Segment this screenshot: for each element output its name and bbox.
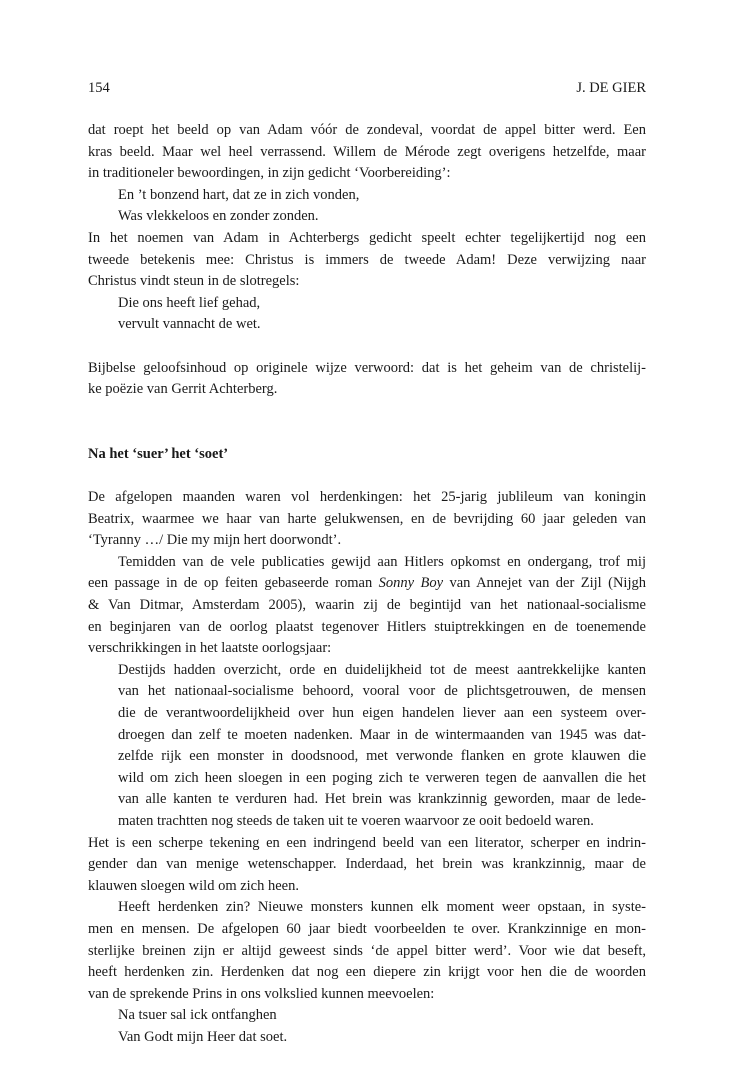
body-text (88, 120, 646, 1049)
quote-line: droegen dan zelf te moeten nadenken. Maar in de wintermaanden van 1945 was dat- (118, 726, 646, 743)
text-line: Bijbelse geloofsinhoud op originele wijze verwoord: dat is het geheim van de christelij- (88, 359, 646, 376)
text-line: heeft herdenken zin. Herdenken dat nog een diepere zin krijgt voor hen die de woorden (88, 964, 646, 981)
text-line: & Van Ditmar, Amsterdam 2005), waarin zij de begintijd van het nationaal-socialisme (88, 597, 646, 614)
text-line: Beatrix, waarmee we haar van harte gelukwensen, en de bevrijding 60 jaar geleden van (88, 510, 646, 527)
verse-line: Die ons heeft lief gehad, (118, 294, 261, 311)
text-line: in traditioneler bewoordingen, in zijn gedicht ‘Voorbereiding’: (88, 165, 451, 182)
section-heading: Na het ‘suer’ het ‘soet’ (88, 445, 229, 462)
text-segment: een passage in de op feiten gebaseerde roman (88, 575, 379, 592)
paragraph-herdenken-zin (88, 897, 646, 1005)
text-line: kras beeld. Maar wel heel verrassend. Willem de Mérode zegt overigens hetzelfde, maar (88, 143, 646, 160)
text-line: en beginjaren van de oorlog plaatst tegenover Hitlers stuiptrekkingen en de toenemende (88, 618, 646, 635)
text-line: van de sprekende Prins in ons volkslied kunnen meevoelen: (88, 985, 435, 1002)
verse-line: Van Godt mijn Heer dat soet. (118, 1028, 288, 1045)
text-line: gender dan van menige wetenschapper. Inderdaad, het brein was krankzinnig, maar de (88, 856, 646, 873)
quote-line: Destijds hadden overzicht, orde en duidelijkheid tot de meest aantrekkelijke kanten (118, 661, 646, 678)
verse-line: Was vlekkeloos en zonder zonden. (118, 208, 319, 225)
quote-line: maten trachtten nog steeds de taken uit te voeren waarvoor ze ooit bedoeld waren. (118, 813, 594, 829)
text-line: ‘Tyranny …/ Die my mijn hert doorwondt’. (88, 532, 342, 549)
text-line: sterlijke breinen zijn er altijd geweest sinds ‘de appel bitter werd’. Voor wie dat beseft, (88, 942, 646, 959)
quote-line: van het nationaal-socialisme behoord, vooral voor de plichtsgetrouwen, de mensen (118, 683, 646, 700)
paragraph-adam (88, 120, 646, 185)
spacer (88, 401, 646, 444)
verse-wilhelmus (88, 1005, 646, 1048)
verse-slotregels (88, 293, 646, 336)
text-line: In het noemen van Adam in Achterbergs gedicht speelt echter tegelijkertijd nog een (88, 229, 646, 246)
spacer (88, 336, 646, 358)
text-segment: van Annejet van der Zijl (Nijgh (443, 575, 646, 592)
running-title: J. DE GIER (576, 80, 646, 96)
paragraph-herdenkingen (88, 487, 646, 552)
verse-line: En ’t bonzend hart, dat ze in zich vonden, (118, 186, 360, 203)
verse-line: vervult vannacht de wet. (118, 316, 261, 333)
text-line: Het is een scherpe tekening en een indringend beeld van een literator, scherper en indrin- (88, 834, 646, 851)
text-line: verschrikkingen in het laatste oorlogsjaar: (88, 640, 332, 657)
quote-line: die de verantwoordelijkheid over hun eigen handelen liever aan een systeem over- (118, 705, 646, 722)
text-line: Temidden van de vele publicaties gewijd aan Hitlers opkomst en ondergang, trof mij (118, 553, 646, 570)
quote-line: wild om zich heen sloegen in een poging zich te verweren tegen de aanvallen die het (118, 769, 646, 786)
page-number: 154 (88, 80, 110, 96)
book-title: Sonny Boy (378, 575, 444, 592)
text-line: Heeft herdenken zin? Nieuwe monsters kunnen elk moment weer opstaan, in syste- (118, 899, 646, 916)
text-line: Christus vindt steun in de slotregels: (88, 273, 300, 290)
quote-line: van alle kanten te verduren had. Het brein was krankzinnig geworden, maar de lede- (118, 791, 646, 808)
paragraph-sonny-boy (88, 552, 646, 660)
page-header (88, 79, 646, 97)
text-line: dat roept het beeld op van Adam vóór de zondeval, voordat de appel bitter werd. Een (88, 122, 646, 138)
text-line: De afgelopen maanden waren vol herdenkingen: het 25-jarig jublileum van koningin (88, 489, 646, 506)
text-line-with-title (88, 573, 646, 595)
quote-line: zelfde rijk een monster in doodsnood, met verwonde flanken en grote klauwen die (118, 748, 646, 765)
paragraph-conclusion (88, 358, 646, 401)
text-line: men en mensen. De afgelopen 60 jaar biedt voorbeelden te over. Krankzinnige en mon- (88, 920, 646, 937)
paragraph-christus (88, 228, 646, 293)
paragraph-literator (88, 833, 646, 898)
block-quote (118, 660, 646, 833)
text-line: tweede betekenis mee: Christus is immers de tweede Adam! Deze verwijzing naar (88, 251, 646, 268)
verse-line: Na tsuer sal ick ontfanghen (118, 1007, 277, 1024)
text-line: ke poëzie van Gerrit Achterberg. (88, 381, 278, 398)
verse-voorbereiding (88, 185, 646, 228)
text-line: klauwen sloegen wild om zich heen. (88, 877, 299, 894)
spacer (88, 466, 646, 488)
